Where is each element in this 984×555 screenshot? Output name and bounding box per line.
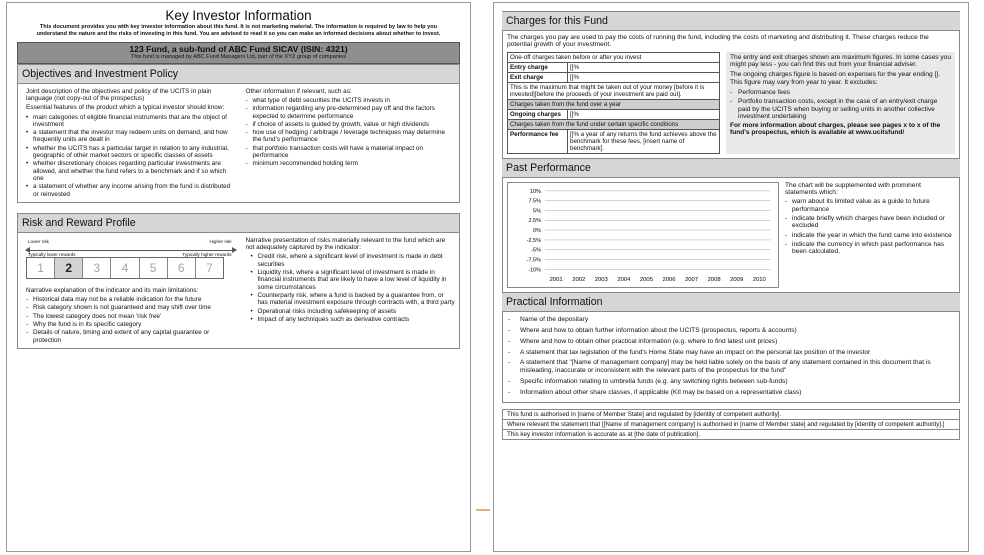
risk-level-5: 5 xyxy=(140,258,168,278)
list-item: • a statement of whether any income arising from the fund is distributed or reinvested xyxy=(26,183,236,198)
kii-page-left xyxy=(6,2,471,552)
list-item: - indicate briefly which charges have been included or excluded xyxy=(785,215,955,230)
y-tick-label: 7.5% xyxy=(528,198,541,205)
charges-section xyxy=(502,11,960,158)
list-item: - Specific information relating to umbrella funds (e.g. any switching rights between sub-funds) xyxy=(507,378,953,385)
performance-fee-value: []% a year of any returns the fund achieves above the benchmark for these fees, [insert name of benchmark]. xyxy=(568,129,720,153)
higher-rewards-label: Typically higher rewards xyxy=(182,251,232,257)
section-heading: Objectives and Investment Policy xyxy=(18,64,459,84)
y-tick-label: 10% xyxy=(529,188,541,195)
y-tick-label: 0% xyxy=(533,227,541,234)
y-tick-label: -5% xyxy=(531,247,541,254)
paragraph: Essential features of the product which a typical investor should know: xyxy=(26,104,225,112)
performance-section xyxy=(502,158,960,292)
intro-text: This document provides you with key investor information about this fund. It is not marketing material. The information is required by law to help you understand the nature and the risks of investing in this fund. You are advised to read it so you can make an informed decisions about whether to invest. xyxy=(36,24,441,37)
list-item: - The lowest category does not mean 'risk free' xyxy=(26,313,236,320)
footer-line: This key investor information is accurate as at [the date of publication]. xyxy=(503,429,959,439)
table-header-cell: One-off charges taken before or after you invest xyxy=(508,52,720,62)
list-item: • a statement that the investor may redeem units on demand, and how frequently units are dealt in xyxy=(26,129,236,144)
risk-left-column xyxy=(26,237,236,345)
performance-notes xyxy=(785,182,955,288)
section-heading: Practical Information xyxy=(502,292,960,312)
paragraph: The entry and exit charges shown are maximum figures. In some cases you might pay less - you can find this out from your financial adviser. xyxy=(730,53,951,69)
list-item: - Performance fees xyxy=(730,89,951,96)
y-tick-label: 5% xyxy=(533,208,541,215)
paragraph: Other information if relevant, such as: xyxy=(245,87,352,95)
x-tick-label: 2009 xyxy=(730,276,744,283)
table-header-cell: Charges taken from the fund over a year xyxy=(508,99,720,109)
list-item: - what type of debt securities the UCITS invests in xyxy=(246,97,456,104)
exit-charge-value: []% xyxy=(568,72,720,82)
section-heading: Charges for this Fund xyxy=(502,11,960,31)
risk-level-2: 2 xyxy=(55,258,83,278)
fund-banner xyxy=(17,42,460,64)
list-item: - how use of hedging / arbitrage / leverage techniques may determine the fund's performance xyxy=(246,129,456,144)
section-heading: Past Performance xyxy=(502,158,960,178)
list-item: - Risk category shown is not guaranteed and may shift over time xyxy=(26,304,236,311)
risk-reward-scale xyxy=(26,239,236,283)
list-item: - Portfolio transaction costs, except in the case of an entry/exit charge paid by the UCITS when buying or selling units in another collective investment undertaking xyxy=(730,98,951,120)
x-tick-label: 2003 xyxy=(594,276,608,283)
x-tick-label: 2006 xyxy=(662,276,676,283)
risk-level-7: 7 xyxy=(206,260,213,275)
charges-table xyxy=(507,52,720,154)
paragraph: Narrative explanation of the indicator and its main limitations: xyxy=(26,286,199,294)
x-tick-label: 2005 xyxy=(639,276,653,283)
entry-charge-value: []% xyxy=(568,62,720,72)
list-item: - indicate the currency in which past performance has been calculated. xyxy=(785,241,955,256)
list-item: - Information about other share classes, if applicable (KII may be based on a representative class) xyxy=(507,389,953,396)
x-tick-label: 2001 xyxy=(549,276,563,283)
ongoing-charges-value: []% xyxy=(568,109,720,119)
list-item: • Impact of any techniques such as derivative contracts xyxy=(251,316,456,323)
max-charge-note: This is the maximum that might be taken out of your money [before it is invested][before the proceeds of your investment are paid out]. xyxy=(508,82,720,99)
past-performance-chart xyxy=(507,182,779,288)
fund-name: 123 Fund, a sub-fund of ABC Fund SICAV (ISIN: 4321) xyxy=(129,44,348,55)
list-item: - A statement that "[Name of management company] may be held liable solely on the basis of any statement contained in this document that is misleading, inaccurate or inconsistent with the relevant parts of the prospectus for the fund" xyxy=(507,359,953,374)
paragraph: The chart will be supplemented with prominent statements which: xyxy=(785,181,921,197)
list-item: • main categories of eligible financial instruments that are the object of investment xyxy=(26,114,236,129)
list-item: - warn about its limited value as a guide to future performance xyxy=(785,198,955,213)
list-item: • Operational risks including safekeeping of assets xyxy=(251,308,456,315)
risk-level-3: 3 xyxy=(83,258,111,278)
list-item: • Credit risk, where a significant level of investment is made in debt securities xyxy=(251,253,456,268)
y-tick-label: -7.5% xyxy=(526,257,541,264)
list-item: - Where and how to obtain further information about the UCITS (prospectus, reports & accounts) xyxy=(507,327,953,334)
exit-charge-label: Exit charge xyxy=(508,72,568,82)
fund-manager: This fund is managed by ABC Fund Managers Ltd, part of the XYZ group of companies xyxy=(130,54,347,61)
list-item: - minimum recommended holding term xyxy=(246,160,456,167)
table-header-cell: Charges taken from the fund under certain specific conditions xyxy=(508,119,720,129)
performance-fee-label: Performance fee xyxy=(508,129,568,153)
x-tick-label: 2010 xyxy=(752,276,766,283)
paragraph: Joint description of the objectives and policy of the UCITS in plain language (not copy-out of the prospectus) xyxy=(26,87,212,102)
charges-notes xyxy=(726,52,955,154)
y-tick-label: -10% xyxy=(528,267,541,274)
list-item: - information regarding any pre-determined pay off and the factors expected to determine performance xyxy=(246,105,456,120)
list-item: • Counterparty risk, where a fund is backed by a guarantee from, or has material investment exposure through contracts with, a third party xyxy=(251,292,456,307)
list-item: - Historical data may not be a reliable indication for the future xyxy=(26,296,236,303)
list-item: - Name of the depositary xyxy=(507,316,953,323)
x-tick-label: 2004 xyxy=(617,276,631,283)
kii-page-right xyxy=(493,2,969,552)
objectives-section xyxy=(17,64,460,203)
risk-level-4: 4 xyxy=(111,258,139,278)
y-tick-label: -2.5% xyxy=(526,237,541,244)
gutter-mark xyxy=(476,509,490,511)
entry-charge-label: Entry charge xyxy=(508,62,568,72)
list-item: - indicate the year in which the fund came into existence xyxy=(785,232,955,239)
risk-section xyxy=(17,213,460,349)
lower-risk-label: Lower risk xyxy=(28,238,49,244)
x-tick-label: 2007 xyxy=(685,276,699,283)
list-item: - A statement that tax legislation of the fund's Home State may have an impact on the personal tax position of the investor xyxy=(507,349,953,356)
objectives-left-column xyxy=(26,88,236,199)
x-tick-label: 2008 xyxy=(707,276,721,283)
risk-boxes xyxy=(26,257,224,279)
list-item: - if choice of assets is guided by growth, value or high dividends xyxy=(246,121,456,128)
practical-section xyxy=(502,292,960,403)
risk-arrow xyxy=(26,250,236,251)
ongoing-charges-label: Ongoing charges xyxy=(508,109,568,119)
page-title: Key Investor Information xyxy=(165,8,312,23)
regulatory-footer xyxy=(502,409,960,440)
charges-intro: The charges you pay are used to pay the costs of running the fund, including the costs of marketing and distributing it. These charges reduce the potential growth of your investment. xyxy=(507,34,929,49)
x-tick-label: 2002 xyxy=(572,276,586,283)
paragraph: The ongoing charges figure is based on expenses for the year ending []. This figure may vary from year to year. It excludes: xyxy=(730,71,941,86)
risk-right-column xyxy=(246,237,456,345)
paragraph: Narrative presentation of risks materially relevant to the fund which are not adequately captured by the indicator: xyxy=(245,236,446,252)
footer-line: Where relevant the statement that [[Name of management company] is authorised in [name of Member state] and regulated by [identity of competent authority].] xyxy=(503,419,959,429)
objectives-right-column xyxy=(246,88,456,199)
list-item: • whether discretionary choices regarding particular investments are allowed, and whether the fund refers to a benchmark and if so which one xyxy=(26,160,236,182)
section-heading: Risk and Reward Profile xyxy=(18,213,459,233)
paragraph: For more information about charges, please see pages x to x of the fund's prospectus, which is available at www.ucitsfund/ xyxy=(730,122,941,137)
list-item: - that portfolio transaction costs will have a material impact on performance xyxy=(246,145,456,160)
list-item: - Details of nature, timing and extent of any capital guarantee or protection xyxy=(26,329,236,344)
risk-level-6: 6 xyxy=(168,258,196,278)
risk-level-1: 1 xyxy=(27,258,55,278)
y-tick-label: 2.5% xyxy=(528,218,541,225)
list-item: • whether the UCITS has a particular target in relation to any industrial, geographic of other market sectors or specific classes of assets xyxy=(26,145,236,160)
lower-rewards-label: Typically lower rewards xyxy=(28,251,76,257)
list-item: • Liquidity risk, where a significant level of investment is made in financial instruments that are likely to have a low level of liquidity in some circumstances xyxy=(251,269,456,291)
higher-risk-label: Higher risk xyxy=(209,238,232,244)
list-item: - Where and how to obtain other practical information (e.g. where to find latest unit prices) xyxy=(507,338,953,345)
footer-line: This fund is authorised in [name of Member State] and regulated by [identity of competent authority]. xyxy=(507,410,782,418)
list-item: - Why the fund is in its specific category xyxy=(26,321,236,328)
